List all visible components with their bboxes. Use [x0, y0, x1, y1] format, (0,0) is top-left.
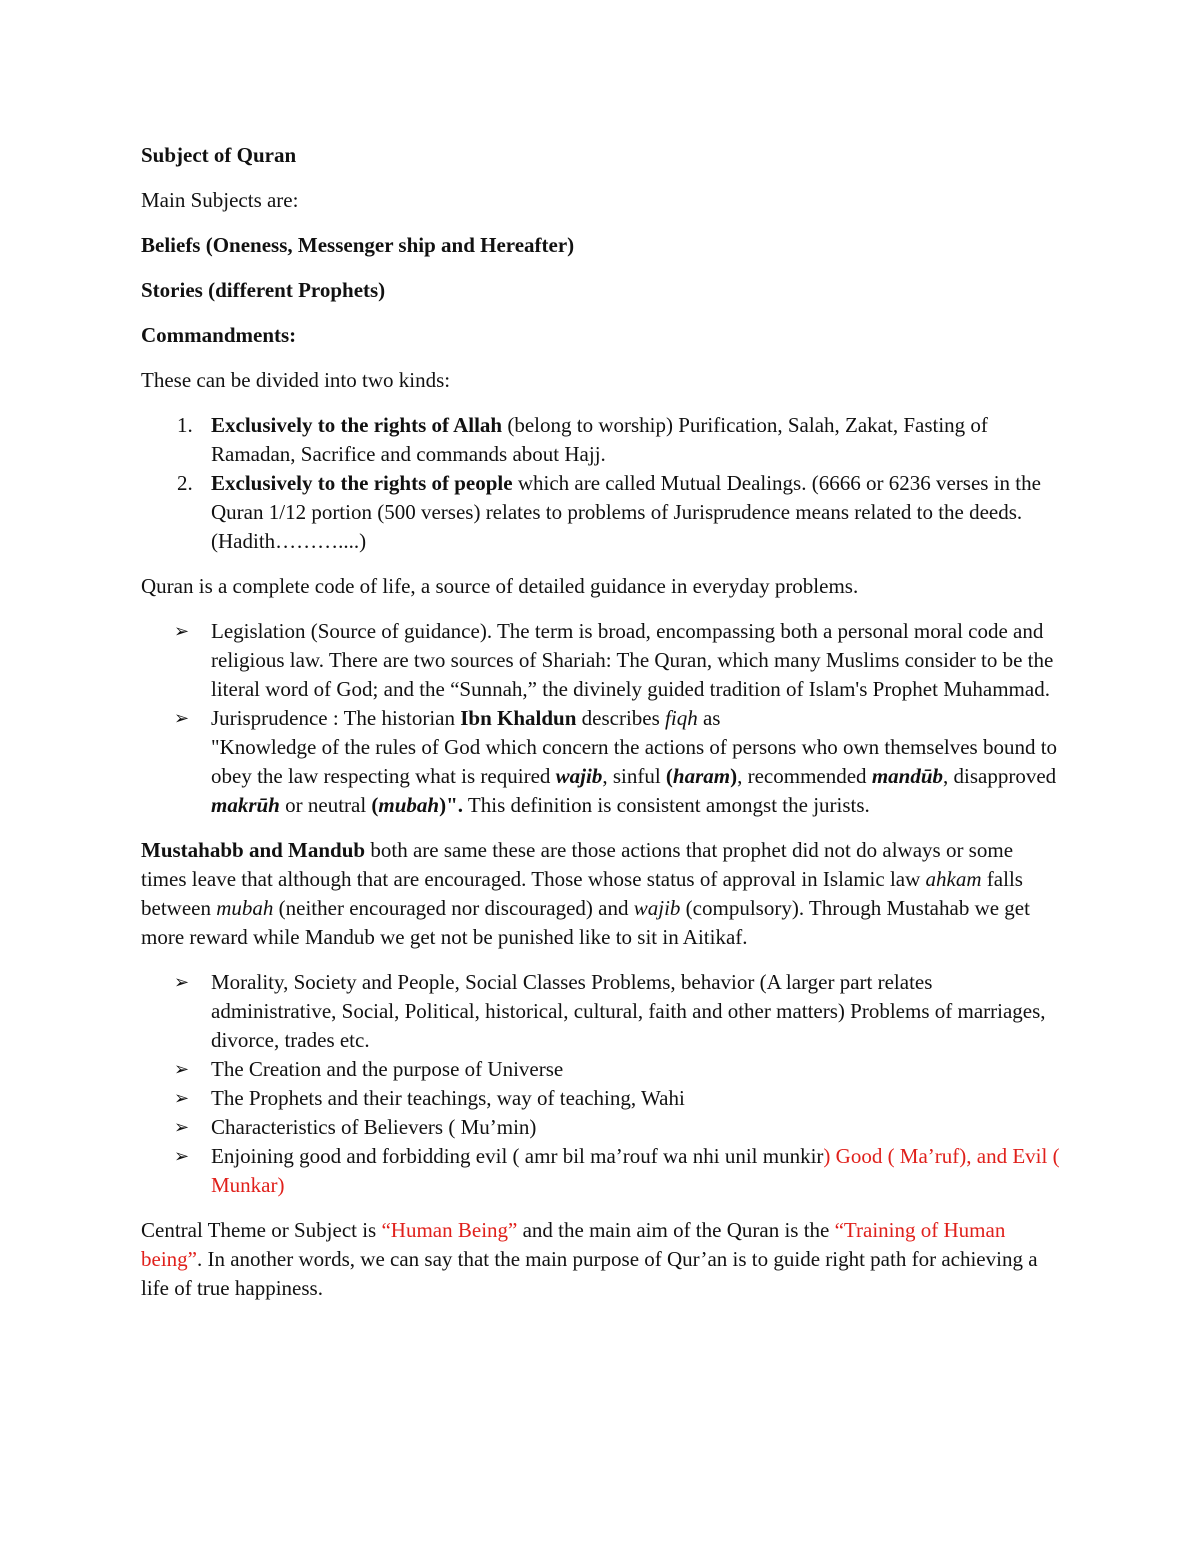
list-item	[141, 704, 1061, 820]
list-item	[141, 1142, 1061, 1200]
main-subjects-intro: Main Subjects are:	[141, 188, 299, 212]
juris-quote: "Knowledge of the rules of God which concern the actions of persons who own themselves bound to obey the law respecting what is required	[211, 735, 1058, 788]
quote-end: )".	[439, 793, 464, 817]
ahkam-term: ahkam	[925, 867, 982, 891]
list-item	[141, 617, 1061, 704]
code-of-life-paragraph: Quran is a complete code of life, a source of detailed guidance in everyday problems.	[141, 574, 859, 598]
topic-text: Enjoining good and forbidding evil ( amr bil ma’rouf wa nhi unil munkir	[211, 1144, 824, 1168]
haram-term: haram	[672, 764, 731, 788]
wajib-term: wajib	[633, 896, 681, 920]
mustahabb-paragraph	[141, 836, 1061, 952]
juris-text: , sinful	[602, 764, 666, 788]
kinds-intro: These can be divided into two kinds:	[141, 368, 451, 392]
central-text: and the main aim of the Quran is the	[517, 1218, 835, 1242]
mandub-term: mandūb	[871, 764, 944, 788]
rights-list	[141, 411, 1061, 556]
document-title: Subject of Quran	[141, 143, 297, 167]
topic-text: Characteristics of Believers ( Mu’min)	[211, 1115, 537, 1139]
central-theme-paragraph	[141, 1216, 1061, 1303]
arrow-bullet-icon: ➢	[174, 708, 190, 729]
central-text: Central Theme or Subject is	[141, 1218, 382, 1242]
juris-text: This definition is consistent amongst the jurists.	[463, 793, 870, 817]
commandments-heading: Commandments:	[141, 323, 297, 347]
mustahabb-text: (compulsory). Through Mustahab we get more reward while Mandub we get not be punished like to sit in Aitikaf.	[141, 896, 1030, 949]
paren: (	[665, 764, 673, 788]
arrow-bullet-icon: ➢	[174, 1059, 190, 1080]
document-page	[141, 141, 1061, 1319]
mustahabb-text: (neither encouraged nor discouraged) and	[273, 896, 634, 920]
training-highlight: “Training of Human being”	[141, 1218, 1006, 1271]
list-item	[141, 1055, 1061, 1084]
arrow-bullet-icon: ➢	[174, 1146, 190, 1167]
list-item-text: which are called Mutual Dealings. (6666 or 6236 verses in the Quran 1/12 portion (500 verses) relates to problems of Jurisprudence means related to the deeds. (Hadith………....)	[211, 471, 1041, 553]
juris-text: , disapproved	[943, 764, 1057, 788]
list-item	[141, 1084, 1061, 1113]
mubah-term: mubah	[378, 793, 440, 817]
juris-text: as	[697, 706, 721, 730]
arrow-bullet-icon: ➢	[174, 621, 190, 642]
list-number: 1.	[177, 413, 193, 437]
list-number: 2.	[177, 471, 193, 495]
juris-text: Jurisprudence : The historian	[211, 706, 461, 730]
stories-heading: Stories (different Prophets)	[141, 278, 386, 302]
legislation-text: Legislation (Source of guidance). The term is broad, encompassing both a personal moral code and religious law. There are two sources of Shariah: The Quran, which many Muslims consider to be the literal word of God; and the “Sunnah,” the divinely guided tradition of Islam's Prophet Muhammad.	[211, 619, 1054, 701]
list-item	[141, 469, 1061, 556]
human-being-highlight: “Human Being”	[381, 1218, 518, 1242]
topic-text: The Creation and the purpose of Universe	[211, 1057, 564, 1081]
guidance-list	[141, 617, 1061, 820]
paren: (	[371, 793, 379, 817]
fiqh-term: fiqh	[665, 706, 698, 730]
list-item	[141, 968, 1061, 1055]
list-item	[141, 411, 1061, 469]
mustahabb-text: both are same these are those actions that prophet did not do always or some times leave that although that are encouraged. Those whose status of approval in Islamic law	[141, 838, 1014, 891]
makruh-term: makrūh	[211, 793, 280, 817]
mustahabb-term: Mustahabb and Mandub	[141, 838, 366, 862]
list-item	[141, 1113, 1061, 1142]
list-item-text: (belong to worship) Purification, Salah, Zakat, Fasting of Ramadan, Sacrifice and commands about Hajj.	[211, 413, 988, 466]
ibn-khaldun: Ibn Khaldun	[460, 706, 577, 730]
topics-list	[141, 968, 1061, 1200]
central-text: . In another words, we can say that the main purpose of Qur’an is to guide right path for achieving a life of true happiness.	[141, 1247, 1038, 1300]
paren: )	[730, 764, 738, 788]
juris-text: , recommended	[737, 764, 872, 788]
mubah-term: mubah	[216, 896, 274, 920]
list-item-bold: Exclusively to the rights of Allah	[211, 413, 503, 437]
list-item-bold: Exclusively to the rights of people	[211, 471, 513, 495]
mustahabb-text: falls between	[141, 867, 1023, 920]
good-evil-highlight: ) Good ( Ma’ruf), and Evil ( Munkar)	[211, 1144, 1060, 1197]
juris-text: or neutral	[279, 793, 372, 817]
juris-text: describes	[576, 706, 666, 730]
arrow-bullet-icon: ➢	[174, 1117, 190, 1138]
beliefs-heading: Beliefs (Oneness, Messenger ship and Hereafter)	[141, 233, 575, 257]
arrow-bullet-icon: ➢	[174, 1088, 190, 1109]
topic-text: The Prophets and their teachings, way of teaching, Wahi	[211, 1086, 685, 1110]
wajib-term: wajib	[555, 764, 603, 788]
topic-text: Morality, Society and People, Social Classes Problems, behavior (A larger part relates administrative, Social, Political, historical, cultural, faith and other matters) Problems of marriages, divorce, trades etc.	[211, 970, 1046, 1052]
arrow-bullet-icon: ➢	[174, 972, 190, 993]
